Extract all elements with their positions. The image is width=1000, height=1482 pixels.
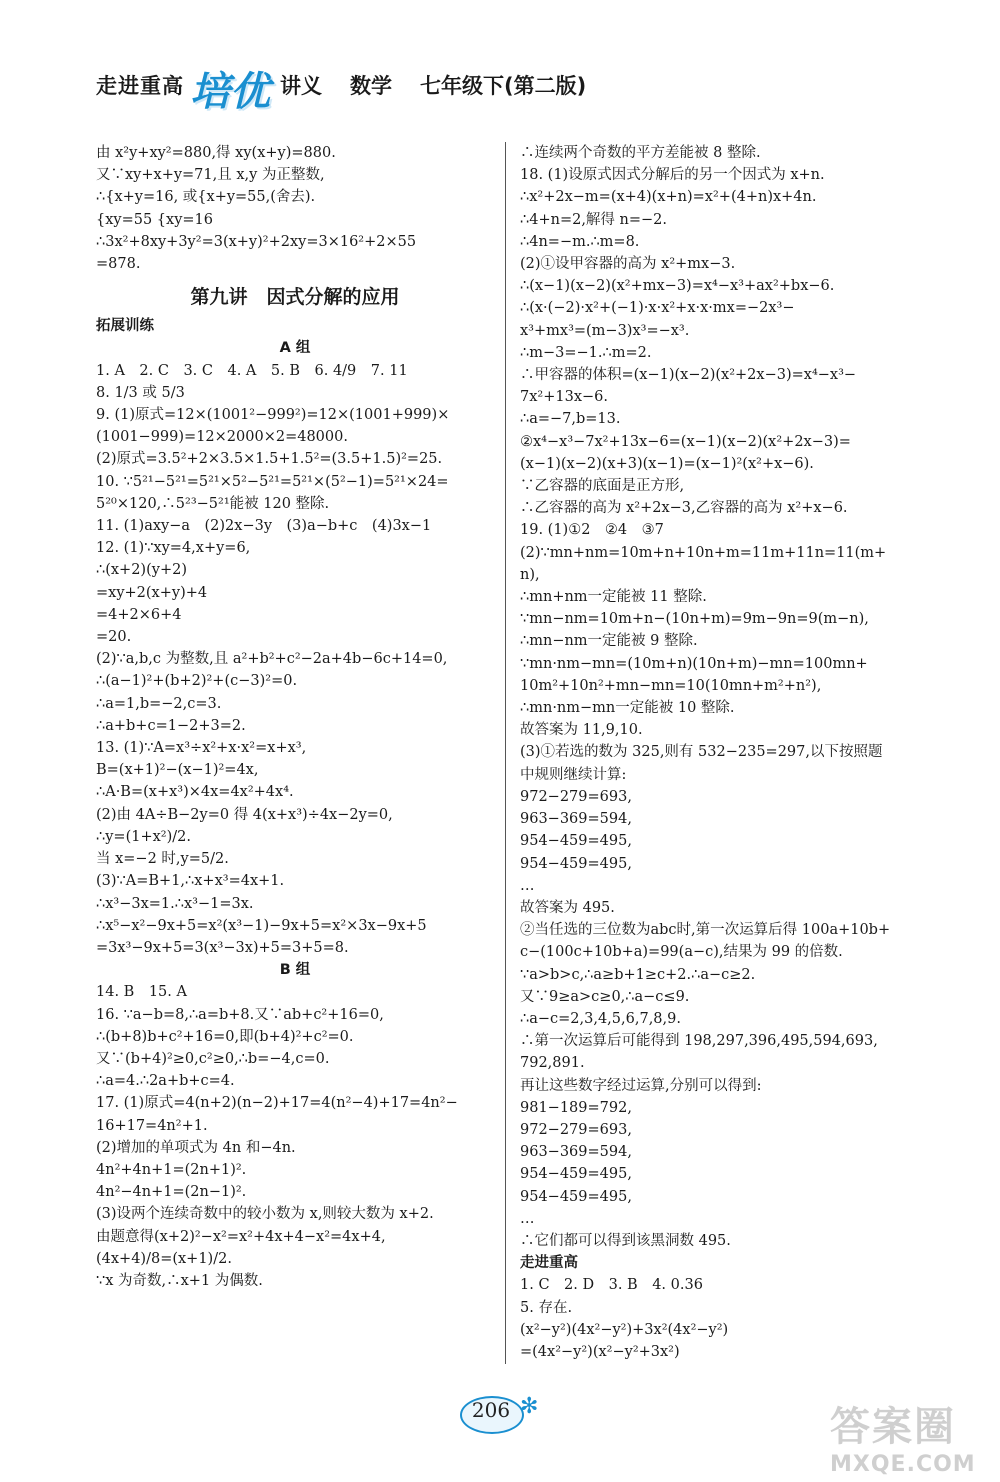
text-line: ∴a=4.∴2a+b+c=4.: [96, 1073, 235, 1090]
right-column: [520, 142, 920, 1363]
text-line: 5²⁰×120,∴5²³−5²¹能被 120 整除.: [96, 495, 330, 512]
text-line: =xy+2(x+y)+4: [96, 584, 208, 601]
text-line: ∴乙容器的高为 x²+2x−3,乙容器的高为 x²+x−6.: [520, 500, 848, 517]
page-number: 206: [471, 1398, 511, 1422]
text-line: ∴连续两个奇数的平方差能被 8 整除.: [520, 145, 761, 161]
text-line: ∴(a−1)²+(b+2)²+(c−3)²=0.: [96, 673, 298, 690]
text-line: 5. 存在.: [520, 1299, 573, 1316]
text-line: 963−369=594,: [520, 1144, 632, 1161]
text-line: ∴{x+y=16, 或{x+y=55,(舍去).: [96, 189, 316, 206]
text-line: =20.: [96, 629, 132, 646]
text-line: ∵mn·nm−mn=(10m+n)(10n+m)−mn=100mn+: [520, 655, 868, 672]
watermark-url: MXQE.COM: [830, 1452, 976, 1477]
text-line: 1. C 2. D 3. B 4. 0.36: [520, 1277, 703, 1294]
column-divider: [505, 142, 506, 1364]
text-line: (3)∵A=B+1,∴x+x³=4x+1.: [96, 873, 285, 890]
text-line: 14. B 15. A: [96, 984, 187, 1001]
text-line: ∴mn+nm一定能被 11 整除.: [520, 589, 707, 606]
text-line: 792,891.: [520, 1055, 585, 1072]
text-line: 由题意得(x+2)²−x²=x²+4x+4−x²=4x+4,: [96, 1228, 386, 1245]
book-type: 讲义: [280, 74, 322, 98]
text-line: ∴a=−7,b=13.: [520, 411, 621, 428]
text-line: ∴m−3=−1.∴m=2.: [520, 344, 652, 361]
text-line: 972−279=693,: [520, 788, 632, 805]
text-line: =4+2×6+4: [96, 606, 182, 623]
text-line: ∵mn−nm=10m+n−(10n+m)=9m−9n=9(m−n),: [520, 611, 869, 628]
text-line: ∴a−c=2,3,4,5,6,7,8,9.: [520, 1010, 681, 1027]
text-line: ∴x³−3x=1.∴x³−1=3x.: [96, 895, 254, 912]
text-line: 8. 1/3 或 5/3: [96, 384, 185, 401]
text-line: ∴4n=−m.∴m=8.: [520, 233, 640, 250]
text-line: 中规则继续计算:: [520, 766, 627, 783]
text-line: (3)①若选的数为 325,则有 532−235=297,以下按照题: [520, 744, 883, 761]
text-line: ∴(b+8)b+c²+16=0,即(b+4)²+c²=0.: [96, 1028, 354, 1045]
text-line: 4n²−4n+1=(2n−1)².: [96, 1184, 247, 1201]
text-line: 12. (1)∵xy=4,x+y=6,: [96, 540, 251, 557]
text-line: x³+mx³=(m−3)x³=−x³.: [520, 322, 690, 339]
text-line: ∴mn−nm一定能被 9 整除.: [520, 633, 698, 650]
text-line: B=(x+1)²−(x−1)²=4x,: [96, 762, 259, 779]
text-line: ∴x²+2x−m=(x+4)(x+n)=x²+(4+n)x+4n.: [520, 189, 817, 206]
text-line: 954−459=495,: [520, 855, 632, 872]
text-line: (1001−999)=12×2000×2=48000.: [96, 429, 348, 446]
text-line: c−(100c+10b+a)=99(a−c),结果为 99 的倍数.: [520, 944, 843, 961]
text-line: 9. (1)原式=12×(1001²−999²)=12×(1001+999)×: [96, 407, 450, 424]
text-line: ∴它们都可以得到该黑洞数 495.: [520, 1232, 731, 1249]
subheading: 拓展训练: [96, 318, 154, 335]
text-line: ∴(x+2)(y+2): [96, 562, 187, 579]
text-line: (2)①设甲容器的高为 x²+mx−3.: [520, 256, 736, 273]
text-line: ∴a+b+c=1−2+3=2.: [96, 717, 246, 734]
text-line: …: [520, 1210, 535, 1227]
group-heading: A 组: [279, 340, 311, 357]
text-line: 981−189=792,: [520, 1099, 632, 1116]
text-line: (x−1)(x−2)(x+3)(x−1)=(x−1)²(x²+x−6).: [520, 455, 814, 472]
text-line: n),: [520, 566, 540, 583]
text-line: 972−279=693,: [520, 1121, 632, 1138]
text-line: 19. (1)①2 ②4 ③7: [520, 522, 664, 539]
text-line: 再让这些数字经过运算,分别可以得到:: [520, 1077, 762, 1094]
watermark: [830, 1395, 990, 1475]
text-line: 又∵xy+x+y=71,且 x,y 为正整数,: [96, 167, 325, 184]
text-line: 由 x²y+xy²=880,得 xy(x+y)=880.: [96, 145, 336, 161]
text-line: (x²−y²)(4x²−y²)+3x²(4x²−y²): [520, 1321, 729, 1338]
text-line: ∴甲容器的体积=(x−1)(x−2)(x²+2x−3)=x⁴−x³−: [520, 367, 857, 384]
text-line: ②当任选的三位数为abc时,第一次运算后得 100a+10b+: [520, 922, 891, 939]
watermark-logo-text: 答案圈: [830, 1404, 956, 1450]
text-line: 10m²+10n²+mn−mn=10(10mn+m²+n²),: [520, 677, 822, 694]
text-line: =3x³−9x+5=3(x³−3x)+5=3+5=8.: [96, 939, 349, 956]
text-line: 954−459=495,: [520, 1166, 632, 1183]
left-column: [96, 142, 494, 1292]
text-line: =(4x²−y²)(x²−y²+3x²): [520, 1343, 680, 1360]
text-line: (2)由 4A÷B−2y=0 得 4(x+x³)÷4x−2y=0,: [96, 806, 393, 823]
text-line: ∴A·B=(x+x³)×4x=4x²+4x⁴.: [96, 784, 294, 801]
section-title: 第九讲 因式分解的应用: [190, 286, 400, 309]
text-line: ∴x⁵−x²−9x+5=x²(x³−1)−9x+5=x²×3x−9x+5: [96, 917, 427, 934]
text-line: 954−459=495,: [520, 1188, 632, 1205]
text-line: 4n²+4n+1=(2n+1)².: [96, 1161, 247, 1178]
grade-label: 七年级下(第二版): [420, 74, 587, 98]
text-line: ∵a>b>c,∴a≥b+1≥c+2.∴a−c≥2.: [520, 966, 756, 983]
palm-tree-icon: ✻: [520, 1394, 539, 1419]
text-line: 954−459=495,: [520, 833, 632, 850]
subject-label: 数学: [350, 74, 392, 98]
text-line: …: [520, 877, 535, 894]
text-line: 16. ∵a−b=8,∴a=b+8.又∵ab+c²+16=0,: [96, 1006, 384, 1023]
text-line: (2)增加的单项式为 4n 和−4n.: [96, 1139, 296, 1156]
text-line: ∴(x·(−2)·x²+(−1)·x·x²+x·x·mx=−2x³−: [520, 300, 795, 317]
text-line: (3)设两个连续奇数中的较小数为 x,则较大数为 x+2.: [96, 1206, 434, 1223]
text-line: ∵x 为奇数,∴x+1 为偶数.: [96, 1272, 263, 1289]
text-line: ∴3x²+8xy+3y²=3(x+y)²+2xy=3×16²+2×55: [96, 233, 417, 250]
text-line: =878.: [96, 256, 141, 273]
text-line: 7x²+13x−6.: [520, 389, 608, 406]
text-line: ∴(x−1)(x−2)(x²+mx−3)=x⁴−x³+ax²+bx−6.: [520, 278, 835, 295]
text-line: (4x+4)/8=(x+1)/2.: [96, 1250, 232, 1267]
text-line: 963−369=594,: [520, 811, 632, 828]
text-line: ∴a=1,b=−2,c=3.: [96, 695, 222, 712]
text-line: 当 x=−2 时,y=5/2.: [96, 851, 229, 868]
text-line: 13. (1)∵A=x³÷x²+x·x²=x+x³,: [96, 740, 307, 757]
text-line: 16+17=4n²+1.: [96, 1117, 208, 1134]
text-line: 10. ∵5²¹−5²¹=5²¹×5²−5²¹=5²¹×(5²−1)=5²¹×24=: [96, 473, 449, 490]
series-title: 走进重高: [96, 74, 184, 98]
page-header: [96, 52, 916, 115]
text-line: ∴4+n=2,解得 n=−2.: [520, 211, 668, 228]
text-line: ②x⁴−x³−7x²+13x−6=(x−1)(x−2)(x²+2x−3)=: [520, 433, 851, 450]
subheading: 走进重高: [520, 1255, 578, 1272]
group-heading: B 组: [279, 962, 311, 979]
text-line: 18. (1)设原式因式分解后的另一个因式为 x+n.: [520, 167, 825, 184]
brand-logo: 培优: [190, 69, 270, 115]
page-number-badge: [452, 1390, 562, 1440]
text-line: ∴第一次运算后可能得到 198,297,396,495,594,693,: [520, 1033, 878, 1050]
text-line: 故答案为 11,9,10.: [520, 722, 643, 739]
text-line: 又∵9≥a>c≥0,∴a−c≤9.: [520, 988, 690, 1005]
text-line: ∵乙容器的底面是正方形,: [520, 478, 685, 495]
text-line: ∴mn·nm−mn一定能被 10 整除.: [520, 700, 735, 717]
text-line: (2)原式=3.5²+2×3.5×1.5+1.5²=(3.5+1.5)²=25.: [96, 451, 443, 468]
text-line: 11. (1)axy−a (2)2x−3y (3)a−b+c (4)3x−1: [96, 518, 432, 535]
text-line: (2)∵a,b,c 为整数,且 a²+b²+c²−2a+4b−6c+14=0,: [96, 651, 448, 668]
text-line: 又∵(b+4)²≥0,c²≥0,∴b=−4,c=0.: [96, 1050, 330, 1067]
text-line: 故答案为 495.: [520, 899, 615, 916]
text-line: (2)∵mn+nm=10m+n+10n+m=11m+11n=11(m+: [520, 544, 887, 561]
text-line: 1. A 2. C 3. C 4. A 5. B 6. 4/9 7. 11: [96, 362, 408, 379]
text-line: ∴y=(1+x²)/2.: [96, 828, 191, 845]
text-line: {xy=55 {xy=16: [96, 211, 213, 228]
text-line: 17. (1)原式=4(n+2)(n−2)+17=4(n²−4)+17=4n²−: [96, 1095, 458, 1112]
